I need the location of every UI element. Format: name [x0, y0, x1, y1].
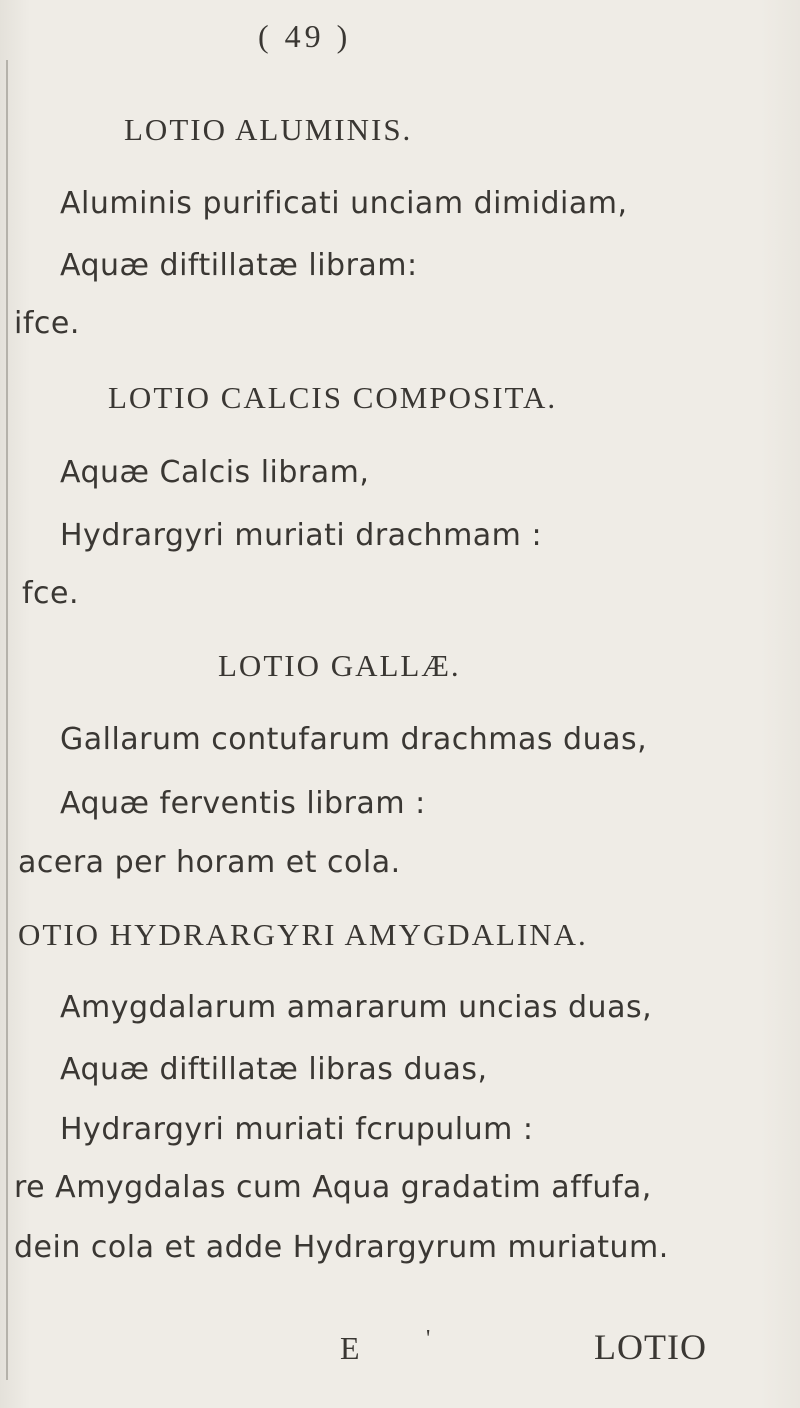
section-heading-lotio-aluminis: LOTIO ALUMINIS. [124, 112, 413, 147]
section-heading-lotio-hydrargyri-amygdalina: OTIO HYDRARGYRI AMYGDALINA. [18, 917, 588, 952]
recipe-line: re Amygdalas cum Aqua gradatim affufa, [14, 1170, 652, 1205]
signature-mark: E [340, 1330, 360, 1366]
recipe-line: ifce. [14, 306, 80, 341]
recipe-line: Hydrargyri muriati drachmam : [60, 518, 543, 553]
page-gutter-edge [6, 60, 8, 1380]
catchword: LOTIO [594, 1327, 707, 1367]
recipe-line: fce. [22, 576, 80, 611]
page-number: ( 49 ) [258, 18, 352, 54]
recipe-line: Hydrargyri muriati fcrupulum : [60, 1112, 534, 1147]
recipe-line: Aquæ Calcis libram, [60, 455, 370, 490]
recipe-line: dein cola et adde Hydrargyrum muriatum. [14, 1230, 669, 1265]
recipe-line: Aquæ ferventis libram : [60, 786, 426, 821]
recipe-line: Aquæ diftillatæ libras duas, [60, 1052, 488, 1087]
recipe-line: Amygdalarum amararum uncias duas, [60, 990, 653, 1025]
recipe-line: acera per horam et cola. [18, 845, 401, 880]
section-heading-lotio-calcis-composita: LOTIO CALCIS COMPOSITA. [108, 380, 558, 415]
recipe-line: Gallarum contufarum drachmas duas, [60, 722, 648, 757]
section-heading-lotio-gallae: LOTIO GALLÆ. [218, 648, 461, 683]
recipe-line: Aquæ diftillatæ libram: [60, 248, 418, 283]
recipe-line: Aluminis purificati unciam dimidiam, [60, 186, 628, 221]
signature-ornament: ' [426, 1326, 431, 1352]
